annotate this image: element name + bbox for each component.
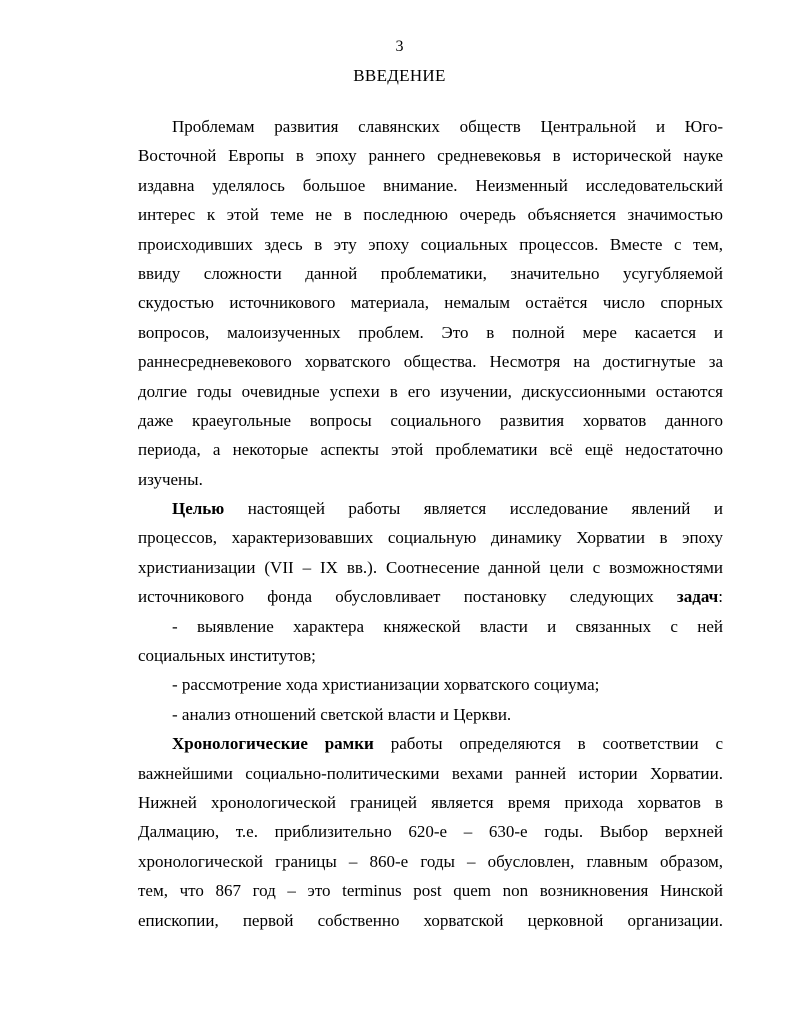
punctuation: : xyxy=(718,587,723,607)
text-line xyxy=(138,582,723,611)
list-item: - рассмотрение хода христианизации хорватского социума; xyxy=(172,675,600,695)
bold-term-chronology: Хронологические рамки xyxy=(172,734,374,754)
text-line: ввиду сложности данной проблематики, значительно усугубляемой xyxy=(138,263,723,283)
text-line: даже краеугольные вопросы социального развития хорватов данного xyxy=(138,410,723,430)
text-line: издавна уделялось большое внимание. Неизменный исследовательский xyxy=(138,175,723,195)
text-line: социальных институтов; xyxy=(138,646,316,666)
text-segment: настоящей работы является исследование явлений и xyxy=(247,499,723,519)
text-line: христианизации (VII – IX вв.). Соотнесение данной цели с возможностями xyxy=(138,557,723,577)
document-body xyxy=(138,112,723,935)
text-line: епископии, первой собственно хорватской церковной организации. xyxy=(138,910,723,930)
list-item: - выявление характера княжеской власти и связанных с ней xyxy=(172,616,723,636)
text-line xyxy=(138,494,723,523)
text-line: интерес к этой теме не в последнюю очередь объясняется значимостью xyxy=(138,205,723,225)
text-line: долгие годы очевидные успехи в его изучении, дискуссионными остаются xyxy=(138,381,723,401)
text-line: тем, что 867 год – это terminus post quem non возникновения Нинской xyxy=(138,881,723,901)
text-line: Проблемам развития славянских обществ Центральной и Юго- xyxy=(172,117,723,136)
list-item: - анализ отношений светской власти и Церкви. xyxy=(172,704,512,724)
text-segment: работы определяются в соответствии с xyxy=(390,734,723,754)
text-line xyxy=(138,729,723,758)
text-line: Далмацию, т.е. приблизительно 620-е – 630-е годы. Выбор верхней xyxy=(138,822,723,842)
text-line: важнейшими социально-политическими вехами ранней истории Хорватии. xyxy=(138,763,723,783)
bold-term-tasks: задач xyxy=(676,587,719,607)
page-number: 3 xyxy=(395,38,404,55)
text-line: хронологической границы – 860-е годы – обусловлен, главным образом, xyxy=(138,851,723,871)
text-segment: источникового фонда обусловливает постановку следующих xyxy=(138,587,654,607)
text-line: Восточной Европы в эпоху раннего средневековья в исторической науке xyxy=(138,146,723,166)
section-heading: ВВЕДЕНИЕ xyxy=(353,66,446,85)
text-line: Нижней хронологической границей является время прихода хорватов в xyxy=(138,792,723,812)
text-line: вопросов, малоизученных проблем. Это в полной мере касается и xyxy=(138,322,723,342)
text-line: скудостью источникового материала, немалым остаётся число спорных xyxy=(138,293,723,313)
text-line: периода, а некоторые аспекты этой проблематики всё ещё недостаточно xyxy=(138,440,723,460)
bold-term-goal: Целью xyxy=(172,499,225,519)
text-line: процессов, характеризовавших социальную динамику Хорватии в эпоху xyxy=(138,528,723,548)
text-line: изучены. xyxy=(138,469,203,489)
text-line: происходивших здесь в эту эпоху социальных процессов. Вместе с тем, xyxy=(138,234,723,254)
text-line: раннесредневекового хорватского общества. Несмотря на достигнутые за xyxy=(138,352,723,372)
